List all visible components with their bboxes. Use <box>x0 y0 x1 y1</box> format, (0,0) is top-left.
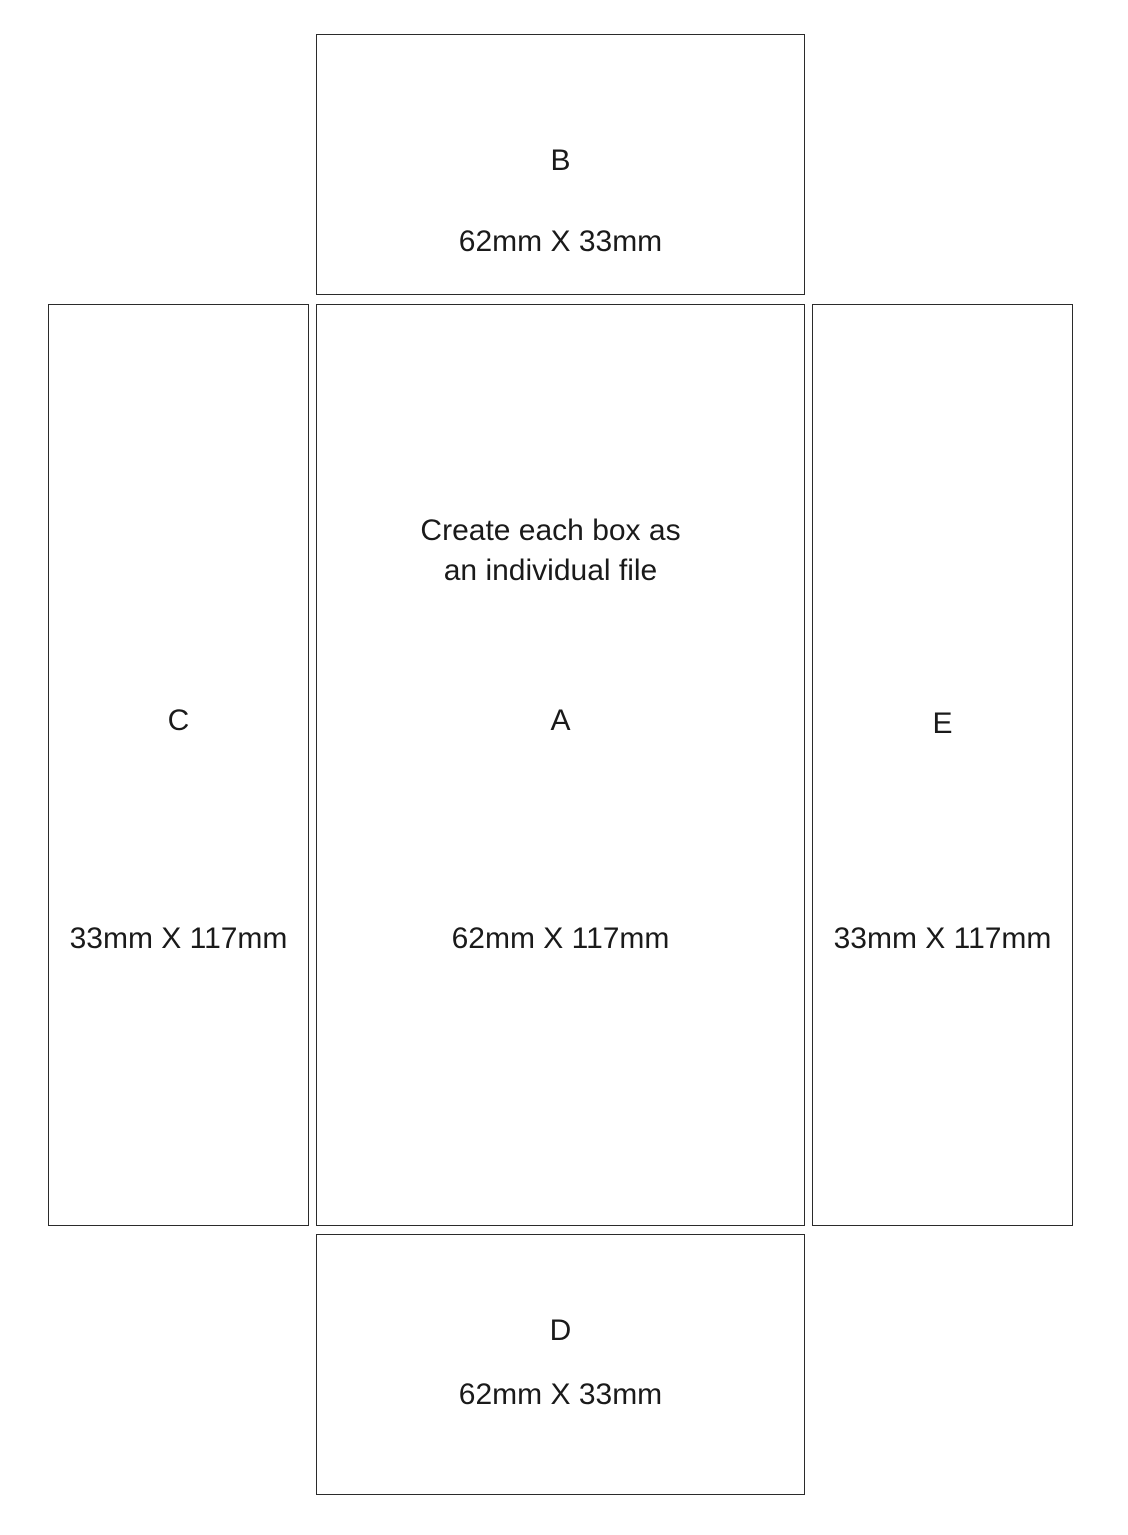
panel-e-dimensions: 33mm X 117mm <box>833 922 1052 955</box>
panel-d-letter: D <box>549 1314 572 1347</box>
panel-a-dimensions: 62mm X 117mm <box>451 922 670 955</box>
panel-c-dimensions: 33mm X 117mm <box>69 922 288 955</box>
panel-c-letter: C <box>167 704 190 737</box>
panel-a-center <box>316 304 805 1226</box>
panel-a-letter: A <box>550 704 571 737</box>
panel-b-letter: B <box>550 144 571 177</box>
instructions-text: Create each box as an individual file <box>420 514 681 587</box>
panel-b-top-flap <box>316 34 805 295</box>
panel-d-dimensions: 62mm X 33mm <box>458 1378 663 1411</box>
panel-c-left-side <box>48 304 309 1226</box>
panel-e-letter: E <box>932 707 953 740</box>
panel-e-right-side <box>812 304 1073 1226</box>
panel-d-bottom-flap <box>316 1234 805 1495</box>
panel-b-dimensions: 62mm X 33mm <box>458 225 663 258</box>
